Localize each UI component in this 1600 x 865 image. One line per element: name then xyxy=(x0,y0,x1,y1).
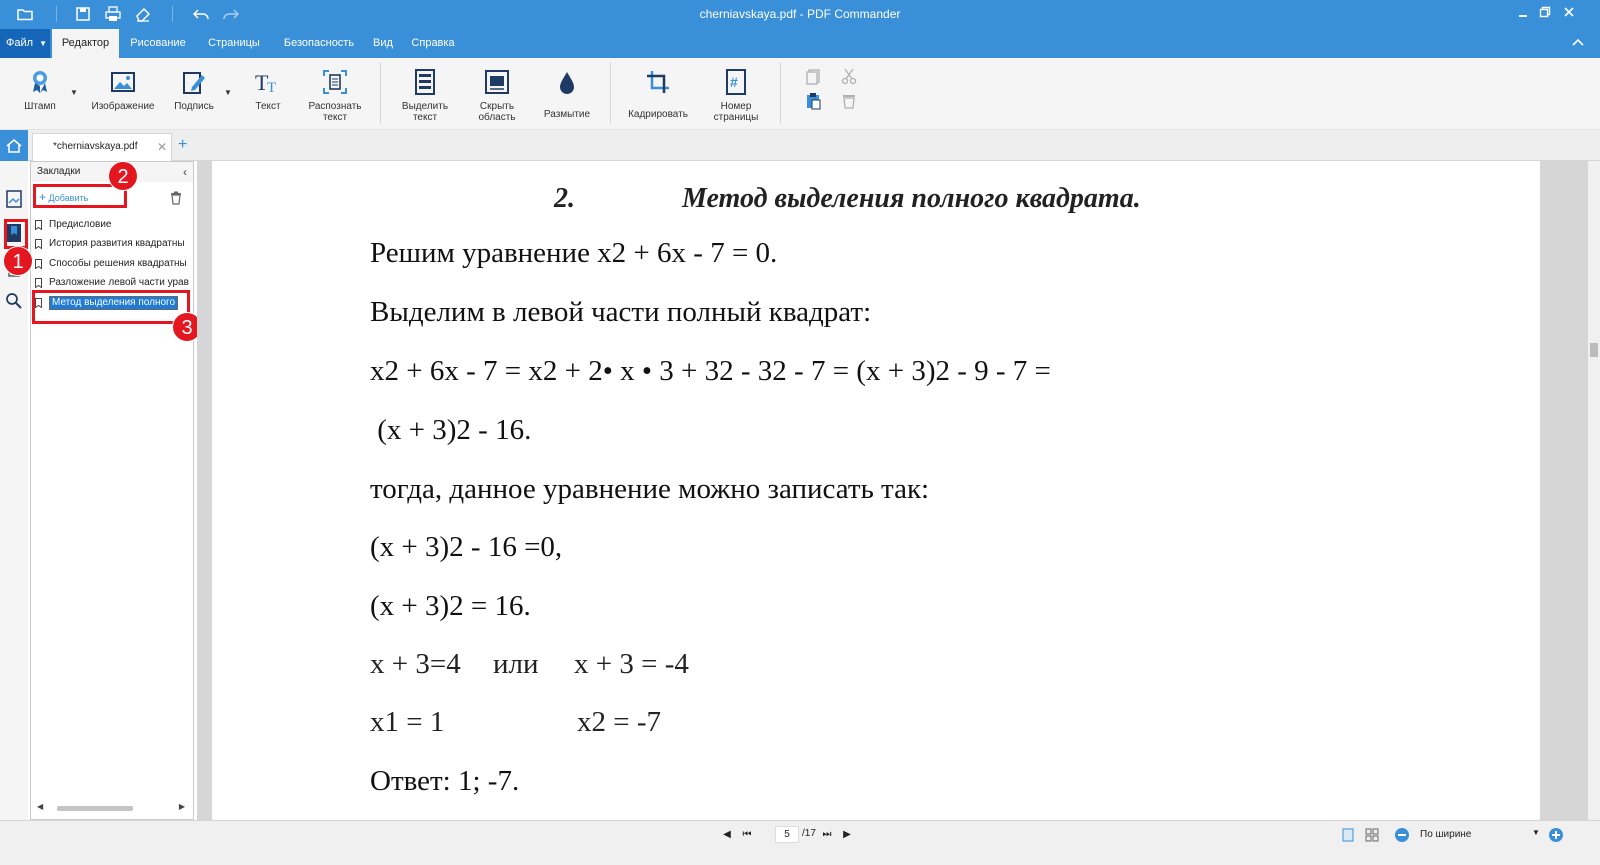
highlight-text-button[interactable] xyxy=(400,66,450,126)
bookmark-label: Разложение левой части урав xyxy=(49,277,189,288)
print-icon[interactable] xyxy=(102,3,124,25)
horizontal-scrollbar[interactable] xyxy=(35,803,187,813)
bookmark-icon xyxy=(35,278,42,288)
stamp-icon xyxy=(26,68,54,96)
annotation-box-1 xyxy=(4,219,28,249)
window-title: cherniavskaya.pdf - PDF Commander xyxy=(699,7,901,21)
bookmarks-title: Закладки xyxy=(37,166,81,177)
signature-button[interactable] xyxy=(176,66,212,126)
image-icon xyxy=(109,68,137,96)
chevron-down-icon: ▼ xyxy=(39,39,48,48)
stamp-label: Штамп xyxy=(24,101,56,112)
page-total: /17 xyxy=(802,828,816,839)
last-page-icon[interactable]: ⏭ xyxy=(822,829,832,840)
single-page-view-icon[interactable] xyxy=(1340,827,1356,843)
page-number-button[interactable] xyxy=(712,66,760,126)
home-icon xyxy=(5,137,23,155)
zoom-in-icon[interactable] xyxy=(1548,827,1564,843)
title-bar xyxy=(0,0,1600,29)
page-number-label-line1: Номер xyxy=(720,101,752,112)
heading-number: 2. xyxy=(554,183,575,214)
page-thumbnails-icon[interactable] xyxy=(4,189,24,209)
document-tab[interactable] xyxy=(32,133,172,161)
recognize-text-label-line2: текст xyxy=(322,112,348,123)
blur-button[interactable] xyxy=(545,66,589,126)
pdf-page[interactable] xyxy=(212,161,1540,820)
hide-area-label-line1: Скрыть xyxy=(479,101,515,112)
scroll-right-icon[interactable]: ▶ xyxy=(178,802,185,811)
zoom-out-icon[interactable] xyxy=(1394,827,1410,843)
image-button[interactable] xyxy=(91,66,155,126)
bookmark-icon xyxy=(35,239,42,249)
bookmark-icon xyxy=(35,259,42,269)
page-number-input[interactable]: 5 xyxy=(775,826,799,843)
page-number-icon xyxy=(722,68,750,96)
tab-view[interactable]: Вид xyxy=(373,37,393,49)
cut-icon[interactable] xyxy=(840,67,858,85)
document-line: x2 + 6x - 7 = x2 + 2• x • 3 + 32 - 32 - 7 = (x + 3)2 - 9 - 7 = xyxy=(370,355,1051,387)
highlight-text-label xyxy=(390,101,460,123)
roots-or: или xyxy=(493,648,539,680)
recognize-text-label xyxy=(300,101,370,123)
file-menu-label: Файл xyxy=(6,37,34,49)
document-line: (x + 3)2 - 16 =0, xyxy=(370,531,563,563)
text-icon xyxy=(254,68,282,96)
tab-pages[interactable]: Страницы xyxy=(208,37,260,49)
document-tab-name: *cherniavskaya.pdf xyxy=(53,141,138,152)
page-number-label xyxy=(702,101,770,123)
add-bookmark-label: Добавить xyxy=(48,193,89,203)
answer-line: Ответ: 1; -7. xyxy=(370,765,520,797)
copy-icon[interactable] xyxy=(804,67,822,85)
highlight-text-label-line1: Выделить xyxy=(401,101,449,112)
crop-icon xyxy=(644,68,672,96)
recognize-text-button[interactable] xyxy=(310,66,360,126)
roots-right: x + 3 = -4 xyxy=(574,648,689,680)
text-label: Текст xyxy=(255,101,281,112)
save-icon[interactable] xyxy=(72,3,94,25)
document-line: (x + 3)2 = 16. xyxy=(370,590,531,622)
svg-text:#: # xyxy=(730,74,738,90)
close-icon[interactable] xyxy=(1560,5,1578,23)
highlight-text-label-line2: текст xyxy=(412,112,438,123)
document-viewport[interactable] xyxy=(197,161,1600,820)
hide-area-button[interactable] xyxy=(472,66,522,126)
highlight-text-icon xyxy=(411,68,439,96)
minimize-icon[interactable] xyxy=(1514,5,1532,23)
bookmark-name-input[interactable]: Метод выделения полного xyxy=(49,296,178,310)
annotation-box-3 xyxy=(32,290,190,324)
page-heading: Метод выделения полного квадрата. xyxy=(682,183,1141,214)
bookmark-label: Предисловие xyxy=(49,219,112,230)
tab-help[interactable]: Справка xyxy=(411,37,455,49)
hide-area-label-line2: область xyxy=(478,112,516,123)
document-tab-bar xyxy=(0,130,1600,161)
tab-security[interactable]: Безопасность xyxy=(283,37,355,49)
close-tab-icon[interactable]: ✕ xyxy=(156,140,167,154)
chevron-left-icon[interactable]: ‹ xyxy=(183,165,187,179)
text-button[interactable] xyxy=(252,66,284,126)
tab-editor[interactable]: Редактор xyxy=(52,29,119,58)
signature-label: Подпись xyxy=(174,101,214,112)
separator xyxy=(56,6,57,22)
recognize-text-label-line1: Распознать xyxy=(308,101,362,112)
restore-icon[interactable] xyxy=(1536,5,1554,23)
hide-area-icon xyxy=(483,68,511,96)
chevron-up-icon[interactable] xyxy=(1570,35,1586,51)
previous-page-icon[interactable]: ◀ xyxy=(723,829,731,840)
blur-label: Размытие xyxy=(543,109,591,120)
next-page-icon[interactable]: ▶ xyxy=(843,829,851,840)
svg-text:T: T xyxy=(255,70,269,95)
chevron-down-icon[interactable]: ▼ xyxy=(1532,828,1540,837)
file-menu-button[interactable] xyxy=(0,29,50,58)
annotation-number-1: 1 xyxy=(3,246,33,276)
recognize-text-icon xyxy=(321,68,349,96)
bookmark-label: История развития квадратны xyxy=(49,238,185,249)
bookmarks-panel xyxy=(30,161,194,820)
annotation-number-2: 2 xyxy=(108,161,138,191)
bookmark-icon xyxy=(35,220,42,230)
root-x2: x2 = -7 xyxy=(577,706,662,738)
chevron-down-icon[interactable]: ▼ xyxy=(70,88,78,97)
separator xyxy=(780,62,781,124)
paste-icon[interactable] xyxy=(804,92,822,110)
svg-text:T: T xyxy=(267,80,277,96)
crop-label: Кадрировать xyxy=(628,109,688,120)
zoom-select[interactable]: По ширине xyxy=(1420,829,1472,840)
document-line: Решим уравнение x2 + 6x - 7 = 0. xyxy=(370,237,778,269)
separator xyxy=(380,62,381,124)
scrollbar-thumb[interactable] xyxy=(57,806,133,811)
image-label: Изображение xyxy=(91,101,155,112)
home-button[interactable] xyxy=(0,130,28,161)
roots-left: x + 3=4 xyxy=(370,648,461,680)
hide-area-label xyxy=(462,101,532,123)
scroll-left-icon[interactable]: ◀ xyxy=(37,802,44,811)
undo-icon[interactable] xyxy=(190,3,212,25)
list-item[interactable] xyxy=(33,235,191,253)
document-line: тогда, данное уравнение можно записать так: xyxy=(370,473,930,505)
page-number-label-line2: страницы xyxy=(713,112,759,123)
document-line: Выделим в левой части полный квадрат: xyxy=(370,296,872,328)
crop-button[interactable] xyxy=(630,66,686,126)
delete-icon[interactable] xyxy=(840,92,858,110)
status-bar xyxy=(0,820,1600,865)
separator xyxy=(172,6,173,22)
document-line: (x + 3)2 - 16. xyxy=(370,414,532,446)
signature-icon xyxy=(180,68,208,96)
stamp-button[interactable] xyxy=(20,66,60,126)
trash-icon[interactable] xyxy=(169,191,183,205)
redo-icon[interactable] xyxy=(220,3,242,25)
drop-icon xyxy=(553,68,581,96)
plus-icon: + xyxy=(39,190,47,204)
scrollbar-thumb[interactable] xyxy=(1590,343,1598,357)
eraser-icon[interactable] xyxy=(132,3,154,25)
bookmark-label: Способы решения квадратны xyxy=(49,258,187,269)
root-x1: x1 = 1 xyxy=(370,706,445,738)
list-item[interactable] xyxy=(33,255,191,273)
search-icon[interactable] xyxy=(4,291,24,311)
menu-bar xyxy=(0,29,1600,58)
list-item[interactable] xyxy=(33,216,191,234)
new-tab-button[interactable]: + xyxy=(178,136,188,153)
annotation-number-3: 3 xyxy=(172,312,202,342)
chevron-down-icon[interactable]: ▼ xyxy=(224,88,232,97)
tab-drawing[interactable]: Рисование xyxy=(130,37,186,49)
open-folder-icon[interactable] xyxy=(14,3,36,25)
two-page-view-icon[interactable] xyxy=(1364,827,1380,843)
ribbon-toolbar xyxy=(0,58,1600,130)
separator xyxy=(610,62,611,124)
vertical-scrollbar[interactable] xyxy=(1588,161,1600,820)
first-page-icon[interactable]: ⏮ xyxy=(742,829,752,840)
